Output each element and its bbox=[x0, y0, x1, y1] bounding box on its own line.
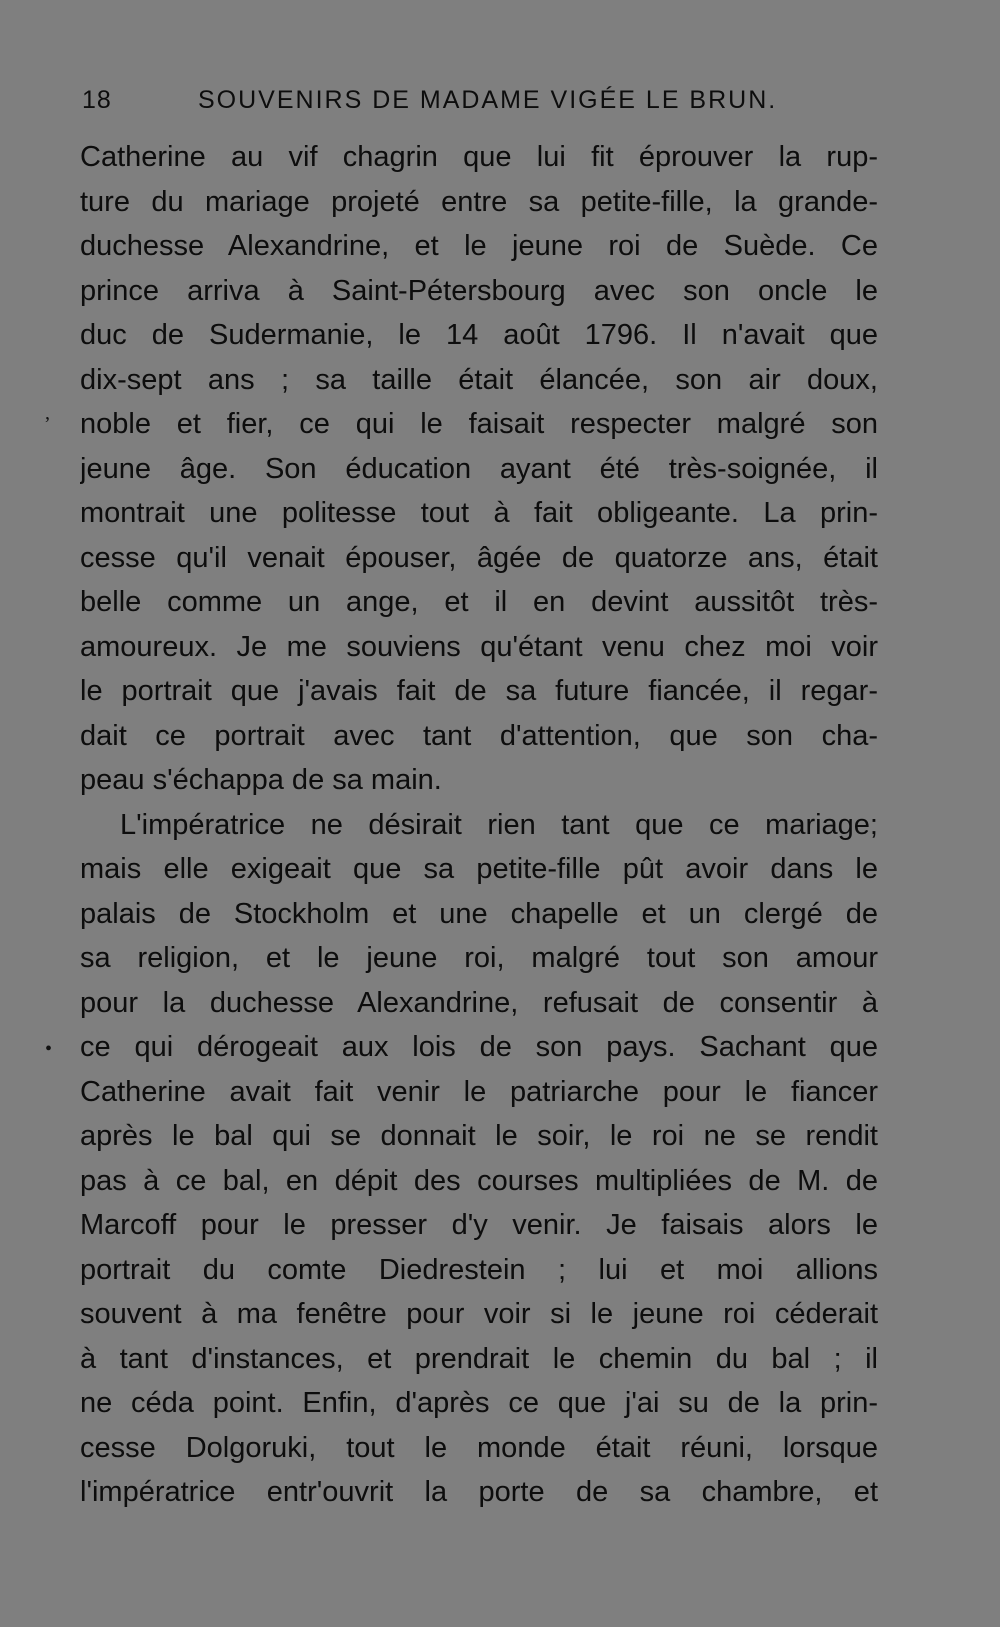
text-line: duchesse Alexandrine, et le jeune roi de Suède. Ce bbox=[80, 230, 878, 262]
text-line: à tant d'instances, et prendrait le chemin du bal ; il bbox=[80, 1342, 878, 1375]
text-line: duc de Sudermanie, le 14 août 1796. Il n'avait que bbox=[80, 319, 878, 351]
text-line: dait ce portrait avec tant d'attention, que son cha- bbox=[80, 719, 878, 752]
text-line: pas à ce bal, en dépit des courses multipliées de M. de bbox=[80, 1164, 878, 1197]
text-line: jeune âge. Son éducation ayant été très-soignée, il bbox=[80, 452, 878, 485]
margin-mark: • bbox=[45, 1038, 53, 1060]
text-line: dix-sept ans ; sa taille était élancée, son air doux, bbox=[80, 363, 878, 396]
page-header bbox=[82, 86, 872, 126]
text-line: noble et fier, ce qui le faisait respecter malgré son bbox=[80, 408, 878, 440]
text-line: palais de Stockholm et une chapelle et un clergé de bbox=[80, 897, 878, 930]
text-line: belle comme un ange, et il en devint aussitôt très- bbox=[80, 586, 878, 618]
text-line: ne céda point. Enfin, d'après ce que j'ai su de la prin- bbox=[80, 1387, 878, 1419]
text-line: souvent à ma fenêtre pour voir si le jeune roi céderait bbox=[80, 1298, 878, 1330]
running-title: SOUVENIRS DE MADAME VIGÉE LE BRUN. bbox=[198, 86, 778, 114]
text-line: cesse qu'il venait épouser, âgée de quatorze ans, était bbox=[80, 541, 878, 574]
text-line: L'impératrice ne désirait rien tant que ce mariage; bbox=[120, 808, 878, 841]
text-line: ture du mariage projeté entre sa petite-fille, la grande- bbox=[80, 185, 878, 218]
margin-mark: , bbox=[45, 402, 50, 424]
text-line: Catherine avait fait venir le patriarche pour le fiancer bbox=[80, 1075, 878, 1108]
paragraph bbox=[80, 135, 878, 803]
text-line: l'impératrice entr'ouvrit la porte de sa chambre, et bbox=[80, 1476, 878, 1508]
text-line: mais elle exigeait que sa petite-fille pût avoir dans le bbox=[80, 853, 878, 885]
text-line: prince arriva à Saint-Pétersbourg avec son oncle le bbox=[80, 274, 878, 307]
text-line: après le bal qui se donnait le soir, le roi ne se rendit bbox=[80, 1120, 878, 1152]
text-line: ce qui dérogeait aux lois de son pays. Sachant que bbox=[80, 1031, 878, 1063]
text-line: portrait du comte Diedrestein ; lui et moi allions bbox=[80, 1253, 878, 1286]
text-line: sa religion, et le jeune roi, malgré tout son amour bbox=[80, 942, 878, 974]
text-line: amoureux. Je me souviens qu'étant venu chez moi voir bbox=[80, 630, 878, 663]
text-line: Catherine au vif chagrin que lui fit éprouver la rup- bbox=[80, 141, 878, 173]
text-line: Marcoff pour le presser d'y venir. Je faisais alors le bbox=[80, 1209, 878, 1241]
body-text bbox=[80, 135, 878, 1515]
text-line: montrait une politesse tout à fait obligeante. La prin- bbox=[80, 497, 878, 529]
text-line: peau s'échappa de sa main. bbox=[80, 764, 442, 796]
text-line: cesse Dolgoruki, tout le monde était réuni, lorsque bbox=[80, 1431, 878, 1464]
text-line: le portrait que j'avais fait de sa future fiancée, il regar- bbox=[80, 675, 878, 707]
paragraph bbox=[80, 803, 878, 1515]
text-line: pour la duchesse Alexandrine, refusait de consentir à bbox=[80, 986, 878, 1019]
page-number: 18 bbox=[82, 86, 112, 114]
